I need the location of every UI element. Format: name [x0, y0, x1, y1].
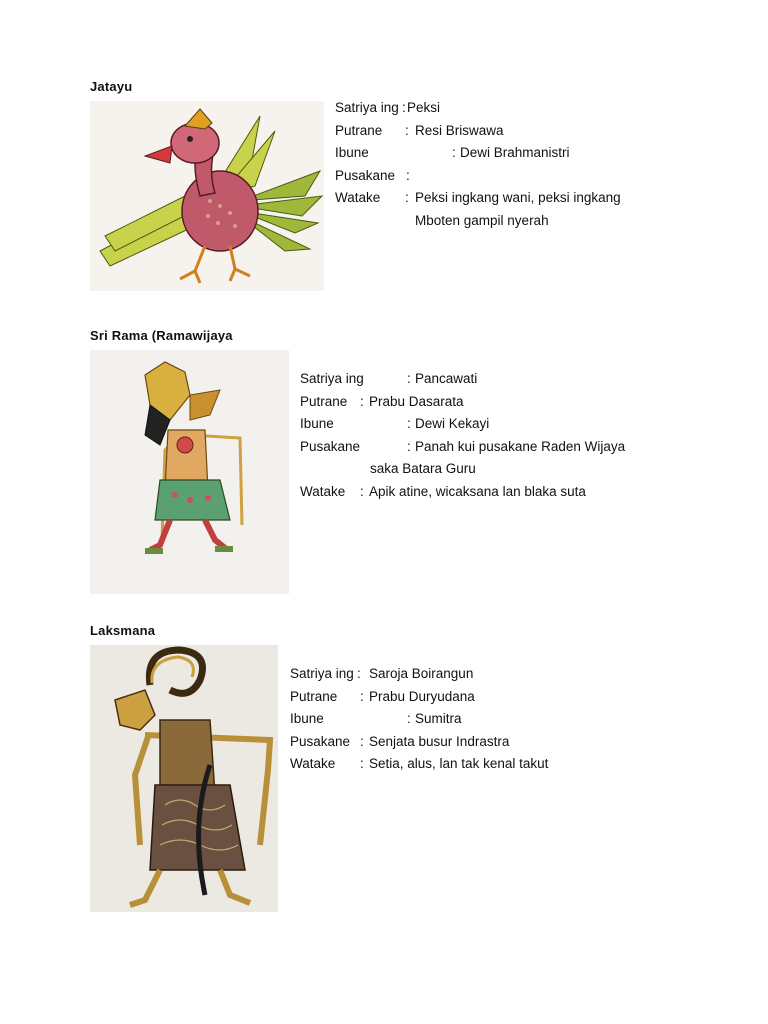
- info-label: Pusakane: [290, 733, 351, 749]
- info-value: Dewi Brahmanistri: [460, 145, 570, 161]
- info-separator: :: [407, 438, 411, 454]
- laksmana-image: [90, 645, 278, 912]
- info-separator: :: [360, 688, 364, 704]
- info-label: Watake: [335, 190, 381, 206]
- info-separator: :: [405, 190, 409, 206]
- info-value: Senjata busur Indrastra: [369, 733, 510, 749]
- info-label: Watake: [290, 756, 336, 772]
- info-value: Pancawati: [415, 371, 478, 386]
- info-separator: :: [360, 483, 364, 499]
- jatayu-image: [90, 101, 324, 291]
- info-value: Setia, alus, lan tak kenal takut: [369, 756, 549, 772]
- info-value: Prabu Dasarata: [369, 393, 464, 409]
- info-separator: :: [357, 666, 361, 681]
- info-label: Pusakane: [335, 167, 396, 183]
- info-separator: :: [406, 167, 410, 183]
- entry-title-sri-rama: Sri Rama (Ramawijaya: [90, 328, 233, 343]
- info-value: Sumitra: [415, 711, 462, 727]
- info-label: Putrane: [290, 688, 338, 704]
- info-label: Watake: [300, 483, 346, 499]
- info-label: Putrane: [335, 122, 383, 138]
- info-value: saka Batara Guru: [370, 461, 476, 477]
- info-separator: :: [407, 371, 411, 386]
- wayang-figure-icon: [90, 645, 278, 912]
- info-value: Resi Briswawa: [415, 122, 504, 138]
- info-label: Putrane: [300, 393, 348, 409]
- entry-title-jatayu: Jatayu: [90, 79, 133, 94]
- info-separator: :: [405, 122, 409, 138]
- info-separator: :: [407, 711, 411, 727]
- info-value: Peksi ingkang wani, peksi ingkang: [415, 190, 621, 206]
- info-label: Satriya ing: [335, 100, 399, 115]
- info-separator: :: [402, 100, 406, 115]
- info-value: Saroja Boirangun: [369, 666, 474, 681]
- info-separator: :: [360, 733, 364, 749]
- jatayu-bird-icon: [90, 101, 324, 291]
- info-separator: :: [360, 393, 364, 409]
- info-label: Satriya ing: [300, 371, 364, 386]
- info-label: Ibune: [300, 416, 334, 432]
- info-value: Panah kui pusakane Raden Wijaya: [415, 438, 626, 454]
- info-label: Ibune: [290, 711, 324, 727]
- info-label: Satriya ing: [290, 666, 354, 681]
- info-value: Peksi: [407, 100, 441, 115]
- info-value: Dewi Kekayi: [415, 416, 490, 432]
- info-label: Ibune: [335, 145, 369, 161]
- info-value: Apik atine, wicaksana lan blaka suta: [369, 483, 586, 499]
- wayang-figure-icon: [90, 350, 289, 594]
- info-separator: :: [360, 756, 364, 772]
- sri-rama-image: [90, 350, 289, 594]
- info-separator: :: [407, 416, 411, 432]
- info-value: Mboten gampil nyerah: [415, 212, 549, 228]
- info-label: Pusakane: [300, 438, 361, 454]
- info-value: Prabu Duryudana: [369, 688, 475, 704]
- entry-title-laksmana: Laksmana: [90, 623, 156, 638]
- info-separator: :: [452, 145, 456, 161]
